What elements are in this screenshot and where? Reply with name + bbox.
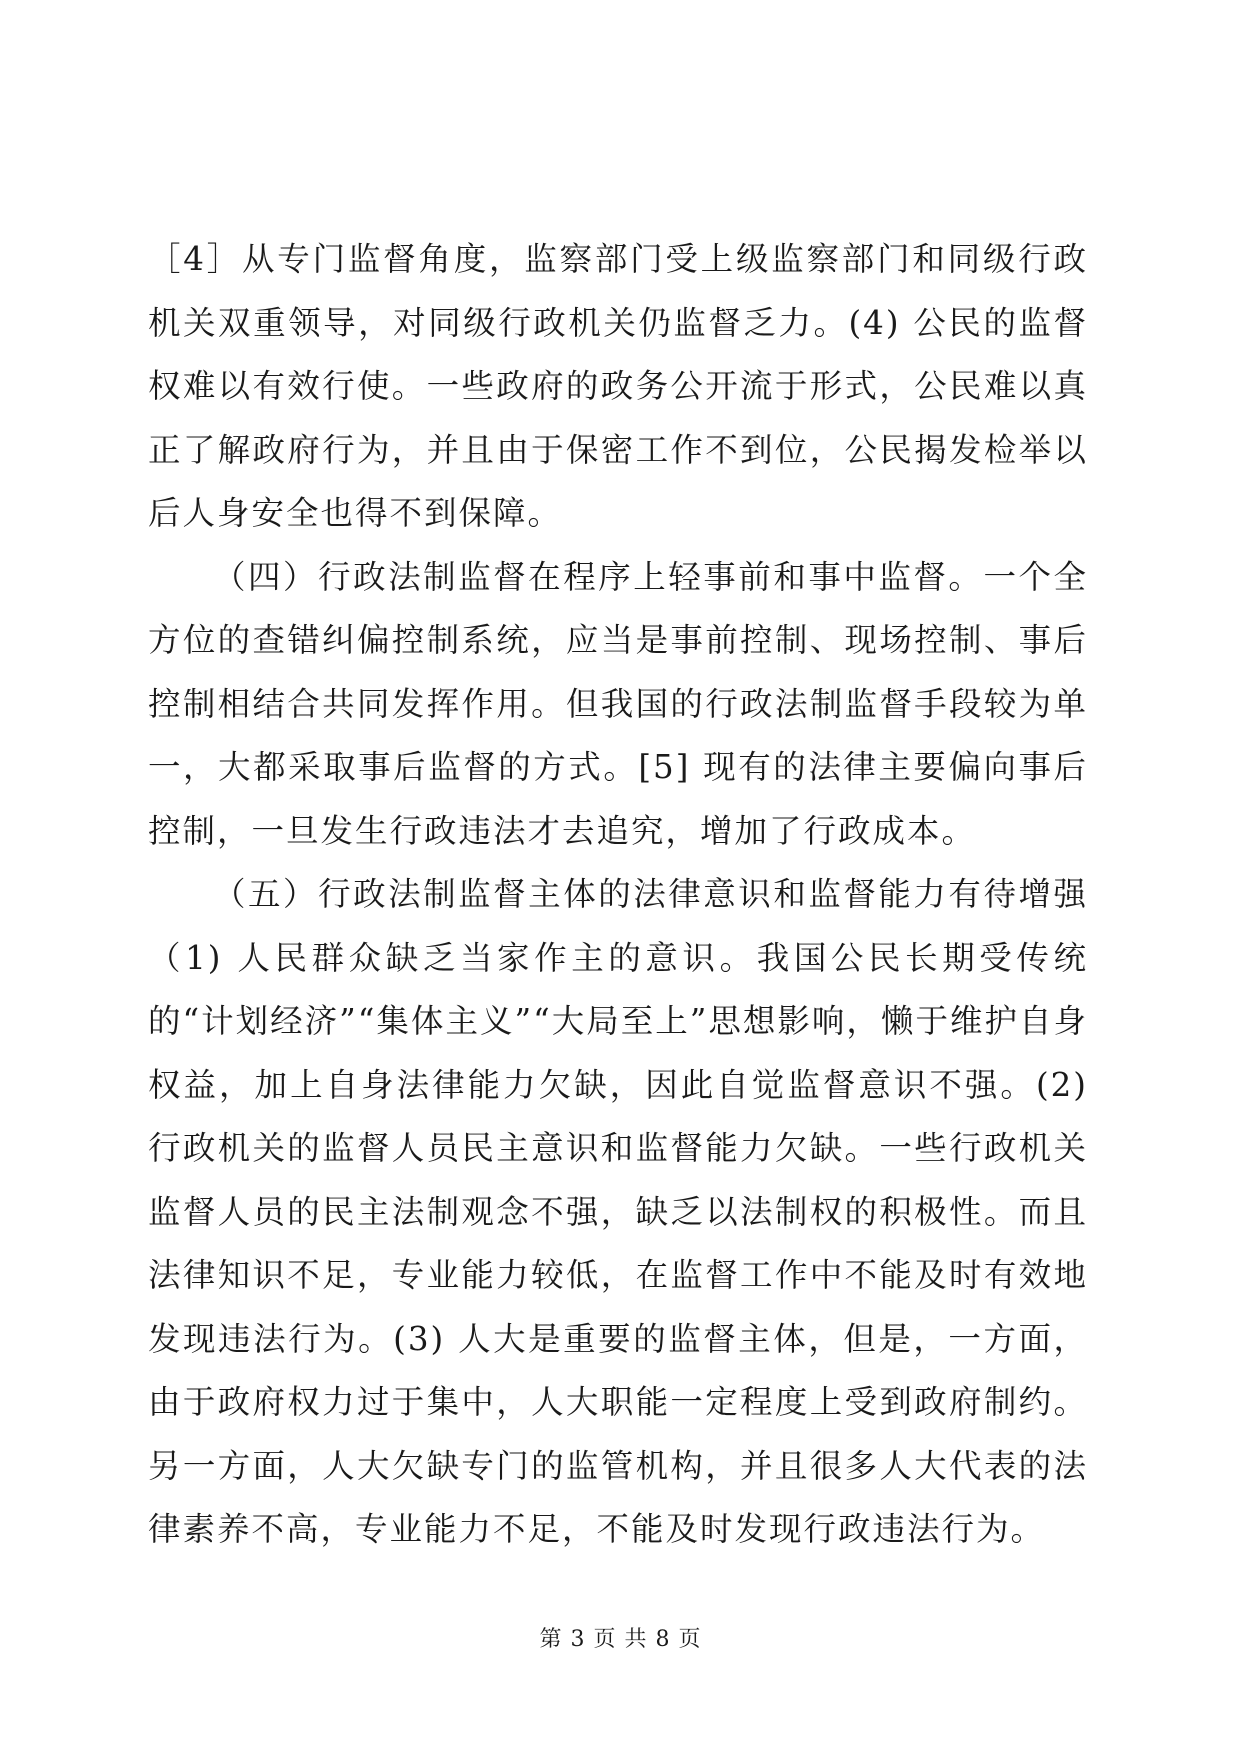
page-number-footer: 第 3 页 共 8 页 (539, 1627, 702, 1652)
paragraph-3: （五）行政法制监督主体的法律意识和监督能力有待增强（1) 人民群众缺乏当家作主的意识。我国公民长期受传统的“计划经济”“集体主义”“大局至上”思想影响，懒于维护自身权益，加上自身法律能力欠缺，因此自觉监督意识不强。(2) 行政机关的监督人员民主意识和监督能力欠缺。一些行政机关监督人员的民主法制观念不强，缺乏以法制权的积极性。而且法律知识不足，专业能力较低，在监督工作中不能及时有效地发现违法行为。(3) 人大是重要的监督主体，但是，一方面，由于政府权力过于集中，人大职能一定程度上受到政府制约。另一方面，人大欠缺专门的监管机构，并且很多人大代表的法律素养不高，专业能力不足，不能及时发现行政违法行为。 (148, 875, 1088, 1548)
paragraph-2: （四）行政法制监督在程序上轻事前和事中监督。一个全方位的查错纠偏控制系统，应当是事前控制、现场控制、事后控制相结合共同发挥作用。但我国的行政法制监督手段较为单一，大都采取事后监督的方式。[5] 现有的法律主要偏向事后控制，一旦发生行政违法才去追究，增加了行政成本。 (148, 557, 1088, 850)
paragraph-1: ［4］从专门监督角度，监察部门受上级监察部门和同级行政机关双重领导，对同级行政机关仍监督乏力。(4) 公民的监督权难以有效行使。一些政府的政务公开流于形式，公民难以真正了解政府行为，并且由于保密工作不到位，公民揭发检举以后人身安全也得不到保障。 (148, 240, 1088, 532)
document-body (148, 228, 1088, 1562)
